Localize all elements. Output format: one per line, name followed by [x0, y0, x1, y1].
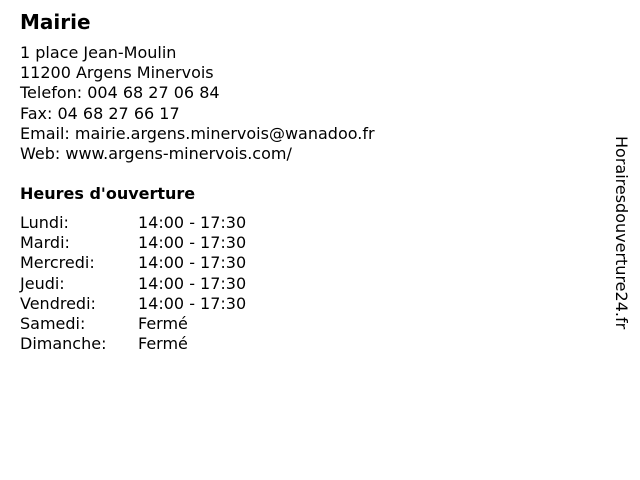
hours-value: 14:00 - 17:30 — [138, 273, 247, 293]
day-label: Vendredi: — [20, 293, 96, 313]
hours-value: 14:00 - 17:30 — [138, 213, 247, 232]
day-label: Mercredi: — [20, 253, 95, 273]
email-line: Email: mairie.argens.minervois@wanadoo.fr — [20, 123, 375, 143]
hours-row-sunday — [20, 334, 246, 354]
day-label: Jeudi: — [20, 273, 65, 293]
opening-hours-table — [20, 213, 246, 354]
fax-line: Fax: 04 68 27 66 17 — [20, 103, 180, 123]
contact-block — [20, 43, 375, 164]
postal-city: 11200 Argens Minervois — [20, 63, 214, 83]
phone-line: Telefon: 004 68 27 06 84 — [20, 83, 220, 103]
day-label: Dimanche: — [20, 334, 107, 354]
hours-value: Fermé — [138, 314, 188, 334]
hours-row-saturday — [20, 314, 246, 334]
day-label: Mardi: — [20, 233, 70, 253]
day-label: Lundi: — [20, 213, 69, 232]
website-line: Web: www.argens-minervois.com/ — [20, 144, 292, 164]
hours-value: 14:00 - 17:30 — [138, 253, 247, 273]
hours-row-thursday — [20, 274, 246, 294]
hours-row-friday — [20, 294, 246, 314]
hours-value: 14:00 - 17:30 — [138, 293, 247, 313]
hours-title: Heures d'ouverture — [20, 184, 196, 203]
site-watermark: Horairesdouverture24.fr — [612, 136, 631, 330]
hours-value: Fermé — [138, 334, 188, 354]
page-title: Mairie — [20, 10, 91, 34]
hours-row-monday — [20, 213, 246, 233]
hours-row-tuesday — [20, 233, 246, 253]
day-label: Samedi: — [20, 314, 86, 334]
street-address: 1 place Jean-Moulin — [20, 43, 177, 62]
hours-value: 14:00 - 17:30 — [138, 233, 247, 253]
hours-row-wednesday — [20, 253, 246, 273]
